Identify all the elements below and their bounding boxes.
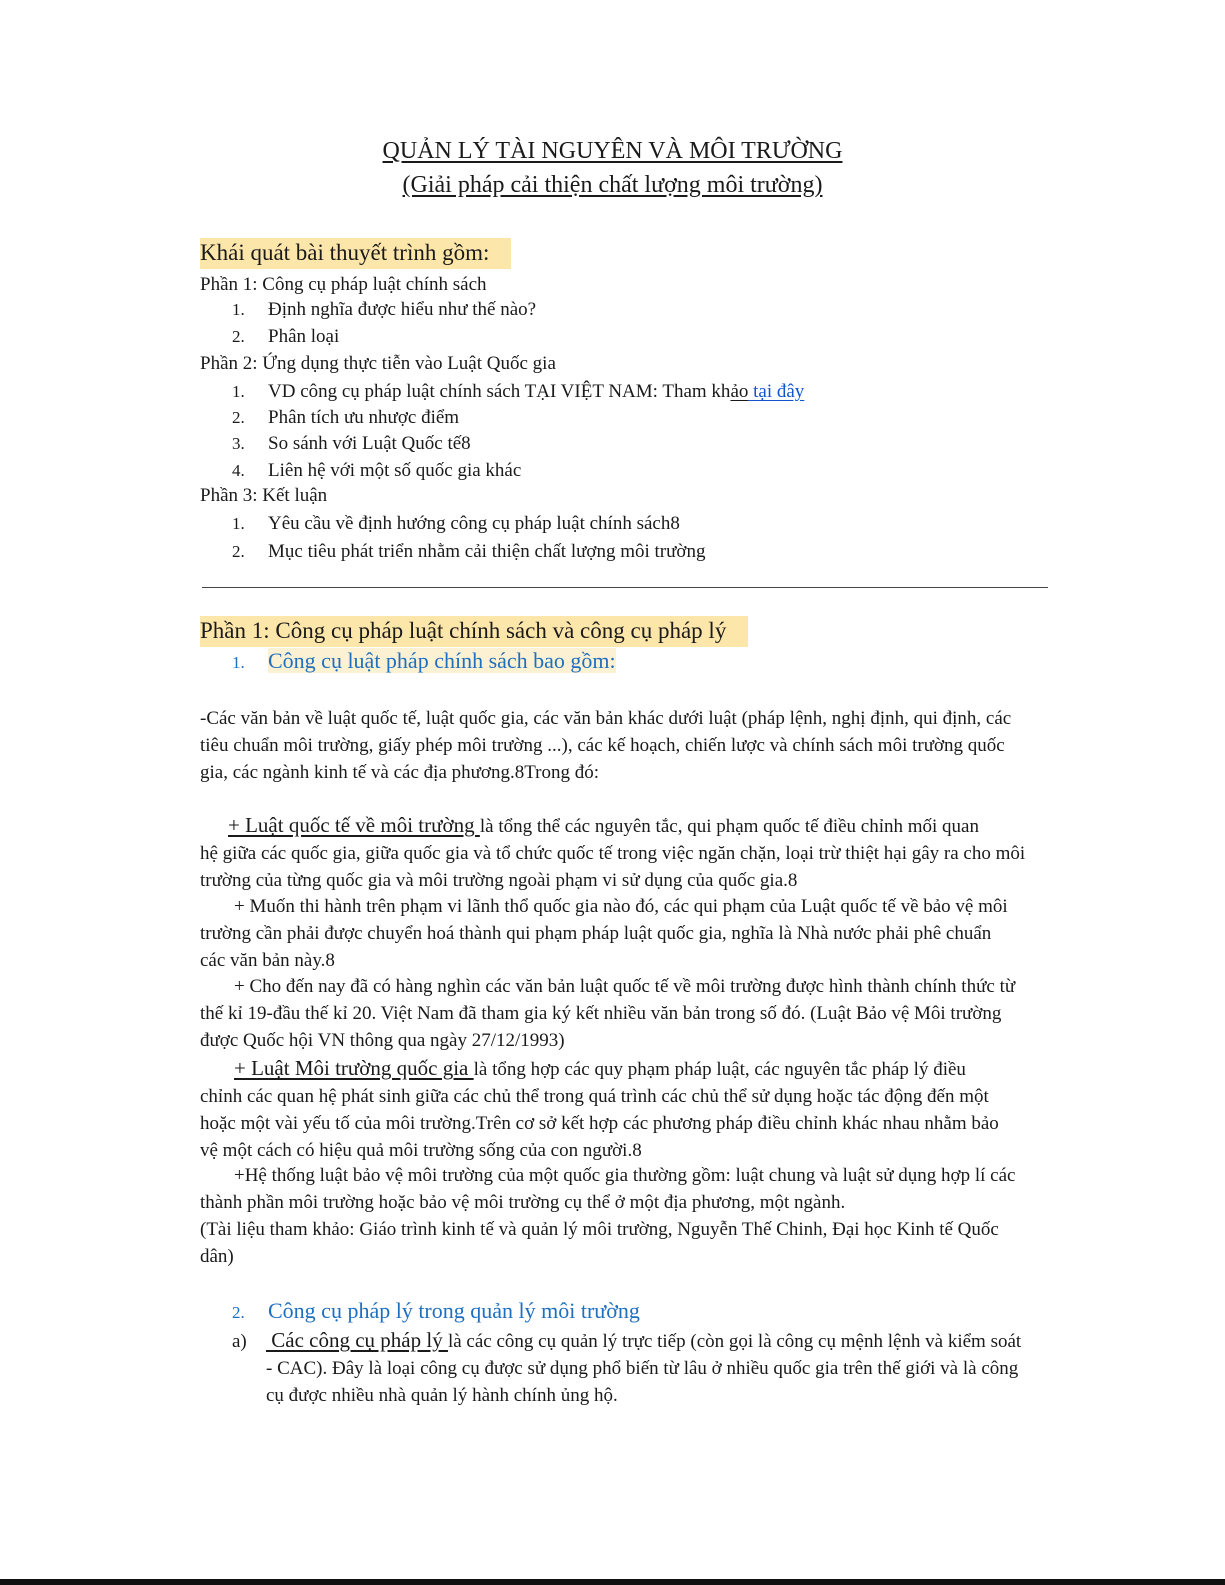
list-item: 1. VD công cụ pháp luật chính sách TẠI VIỆT NAM: Tham khảo tại đây xyxy=(232,381,805,402)
list-item: 3. So sánh với Luật Quốc tế8 xyxy=(232,433,471,454)
document-title: QUẢN LÝ TÀI NGUYÊN VÀ MÔI TRƯỜNG xyxy=(382,138,843,164)
list-item: 1. Yêu cầu về định hướng công cụ pháp luật chính sách8 xyxy=(232,513,680,534)
list-item: 2. Phân tích ưu nhược điểm xyxy=(232,407,460,428)
list-item: 4. Liên hệ với một số quốc gia khác xyxy=(232,460,522,481)
horizontal-divider xyxy=(202,587,1048,588)
paragraph-international-law: + Luật quốc tế về môi trường là tổng thể các nguyên tắc, qui phạm quốc tế điều chỉnh mối quan hệ giữa các quốc gia, giữa quốc gia và tổ chức quốc tế trong việc ngăn chặn, loại trừ thiệt hại gây ra cho môi trường của từng quốc gia và môi trường ngoài phạm vi sử dụng của quốc gia.8 xyxy=(200,813,1026,891)
overview-part2: Phần 2: Ứng dụng thực tiễn vào Luật Quốc gia xyxy=(200,353,556,374)
tai-day-link[interactable]: tại đây xyxy=(748,381,805,402)
section1-heading: Phần 1: Công cụ pháp luật chính sách và công cụ pháp lý xyxy=(200,618,748,644)
document-subtitle: (Giải pháp cải thiện chất lượng môi trường) xyxy=(402,172,823,198)
page-bottom-border xyxy=(0,1579,1225,1585)
reference-link[interactable]: ảo xyxy=(730,381,749,402)
list-item: 1. Định nghĩa được hiểu như thế nào? xyxy=(232,299,537,320)
paragraph-implementation: + Muốn thi hành trên phạm vi lãnh thổ quốc gia nào đó, các qui phạm của Luật quốc tế về bảo vệ môi trường cần phải được chuyển hoá thành qui phạm pháp luật quốc gia, nghĩa là Nhà nước phải phê chuẩn các văn bản này.8 xyxy=(200,896,1008,971)
section1-subheading-1: 1. Công cụ luật pháp chính sách bao gồm: xyxy=(232,648,616,673)
overview-part3: Phần 3: Kết luận xyxy=(200,485,328,506)
list-item: 2. Phân loại xyxy=(232,326,340,347)
overview-heading: Khái quát bài thuyết trình gồm: xyxy=(200,240,511,266)
section1-subheading-2: 2. Công cụ pháp lý trong quản lý môi trường xyxy=(232,1298,640,1323)
item-a-legal-tools: a) Các công cụ pháp lý là các công cụ quản lý trực tiếp (còn gọi là công cụ mệnh lệnh và kiểm soát - CAC). Đây là loại công cụ được sử dụng phổ biến từ lâu ở nhiều quốc gia trên thế giới và là công cụ được nhiều nhà quản lý hành chính ủng hộ. xyxy=(232,1328,1022,1406)
paragraph-history: + Cho đến nay đã có hàng nghìn các văn bản luật quốc tế về môi trường được hình thành chính thức từ thế kỉ 19-đầu thế kỉ 20. Việt Nam đã tham gia ký kết nhiều văn bản trong số đó. (Luật Bảo vệ Môi trường được Quốc hội VN thông qua ngày 27/12/1993) xyxy=(200,976,1016,1051)
list-item: 2. Mục tiêu phát triển nhằm cải thiện chất lượng môi trường xyxy=(232,541,706,562)
paragraph-law-system: +Hệ thống luật bảo vệ môi trường của một quốc gia thường gồm: luật chung và luật sử dụng hợp lí các thành phần môi trường hoặc bảo vệ môi trường cụ thể ở một địa phương, một ngành. (Tài liệu tham khảo: Giáo trình kinh tế và quản lý môi trường, Nguyễn Thế Chinh, Đại học Kinh tế Quốc dân) xyxy=(200,1165,1016,1267)
paragraph-national-law: + Luật Môi trường quốc gia là tổng hợp các quy phạm pháp luật, các nguyên tắc pháp lý điều chỉnh các quan hệ phát sinh giữa các chủ thể trong quá trình các chủ thể sử dụng hoặc tác động đến một hoặc một vài yếu tố của môi trường.Trên cơ sở kết hợp các phương pháp điều chỉnh khác nhau nhằm bảo vệ một cách có hiệu quả môi trường sống của con người.8 xyxy=(200,1056,999,1161)
overview-part1: Phần 1: Công cụ pháp luật chính sách xyxy=(200,274,487,295)
intro-paragraph: -Các văn bản về luật quốc tế, luật quốc gia, các văn bản khác dưới luật (pháp lệnh, nghị định, qui định, các tiêu chuẩn môi trường, giấy phép môi trường ...), các kế hoạch, chiến lược và chính sách môi trường quốc gia, các ngành kinh tế và các địa phương.8Trong đó: xyxy=(200,708,1012,783)
